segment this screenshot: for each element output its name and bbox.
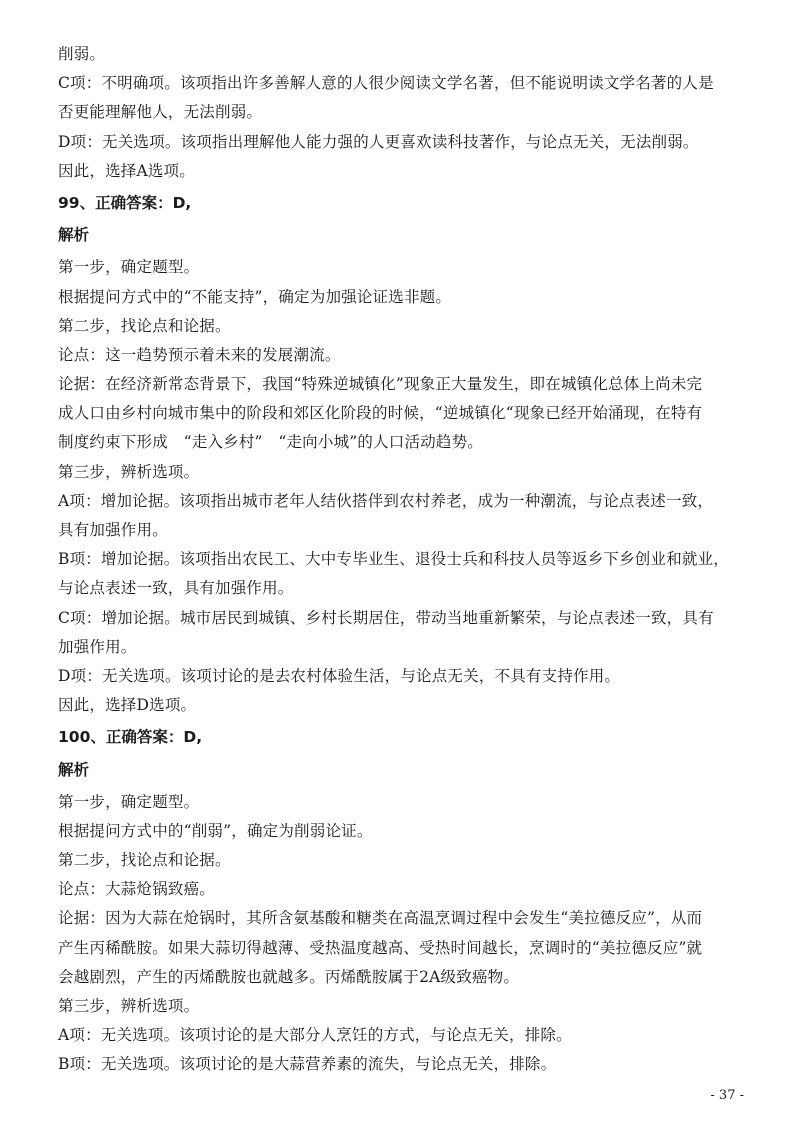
text-line: 论据：在经济新常态背景下，我国“特殊逆城镇化”现象正大量发生，即在城镇化总体上尚未完 — [58, 375, 703, 394]
question-99-section — [58, 189, 758, 720]
page-number: - 37 - — [710, 1088, 744, 1103]
text-line: 根据提问方式中的“不能支持”，确定为加强论证选非题。 — [58, 287, 452, 306]
text-line: B项：无关选项。该项讨论的是大蒜营养素的流失，与论点无关，排除。 — [58, 1055, 557, 1074]
text-line: 削弱。 — [58, 45, 106, 63]
answer-heading: 100、正确答案：D, — [58, 728, 203, 747]
text-line: 论据：因为大蒜在炝锅时，其所含氨基酸和糖类在高温烹调过程中会发生“美拉德反应”，从而 — [58, 909, 703, 928]
text-line: A项：增加论据。该项指出城市老年人结伙搭伴到农村养老，成为一种潮流，与论点表述一致， — [58, 491, 714, 510]
text-line: 否更能理解他人，无法削弱。 — [58, 103, 263, 122]
text-line: 第三步，辨析选项。 — [58, 997, 200, 1015]
analysis-heading: 解析 — [58, 226, 90, 245]
text-line: 会越剧烈，产生的丙烯酰胺也就越多。丙烯酰胺属于2A级致癌物。 — [58, 967, 520, 986]
text-line: 与论点表述一致，具有加强作用。 — [58, 579, 294, 598]
text-line: 因此，选择A选项。 — [58, 161, 195, 180]
text-line: 第三步，辨析选项。 — [58, 462, 200, 481]
text-line: D项：无关选项。该项指出理解他人能力强的人更喜欢读科技著作，与论点无关，无法削弱。 — [58, 132, 699, 151]
text-line: 因此，选择D选项。 — [58, 696, 197, 715]
text-line: 成人口由乡村向城市集中的阶段和郊区化阶段的时候，“逆城镇化“现象已经开始涌现，在特有 — [58, 404, 703, 423]
text-line: 产生丙稀酰胺。如果大蒜切得越薄、受热温度越高、受热时间越长，烹调时的“美拉德反应”就 — [58, 938, 703, 957]
text-line: 第一步，确定题型。 — [58, 792, 200, 811]
previous-question-tail — [58, 40, 758, 186]
answer-heading: 99、正确答案：D, — [58, 193, 192, 212]
text-line: 具有加强作用。 — [58, 521, 168, 539]
text-line: 论点：这一趋势预示着未来的发展潮流。 — [58, 345, 341, 364]
text-line: 第二步，找论点和论据。 — [58, 851, 231, 870]
text-line: 根据提问方式中的“削弱”，确定为削弱论证。 — [58, 821, 373, 840]
text-line: 制度约束下形成 “走入乡村” “走向小城”的人口活动趋势。 — [58, 433, 483, 452]
question-100-section — [58, 723, 758, 1079]
text-line: A项：无关选项。该项讨论的是大部分人烹饪的方式，与论点无关，排除。 — [58, 1026, 572, 1045]
text-line: C项：增加论据。城市居民到城镇、乡村长期居住，带动当地重新繁荣，与论点表述一致，具有 — [58, 608, 714, 627]
text-line: 加强作用。 — [58, 637, 137, 656]
text-line: 第一步，确定题型。 — [58, 258, 200, 277]
text-line: 第二步，找论点和论据。 — [58, 316, 231, 335]
text-line: B项：增加论据。该项指出农民工、大中专毕业生、退役士兵和科技人员等返乡下乡创业和就业， — [58, 550, 729, 569]
text-line: D项：无关选项。该项讨论的是去农村体验生活，与论点无关，不具有支持作用。 — [58, 666, 621, 685]
analysis-heading: 解析 — [58, 760, 90, 779]
text-line: 论点：大蒜炝锅致癌。 — [58, 880, 216, 899]
text-line: C项：不明确项。该项指出许多善解人意的人很少阅读文学名著，但不能说明读文学名著的人是 — [58, 74, 714, 93]
document-page — [58, 40, 758, 1080]
